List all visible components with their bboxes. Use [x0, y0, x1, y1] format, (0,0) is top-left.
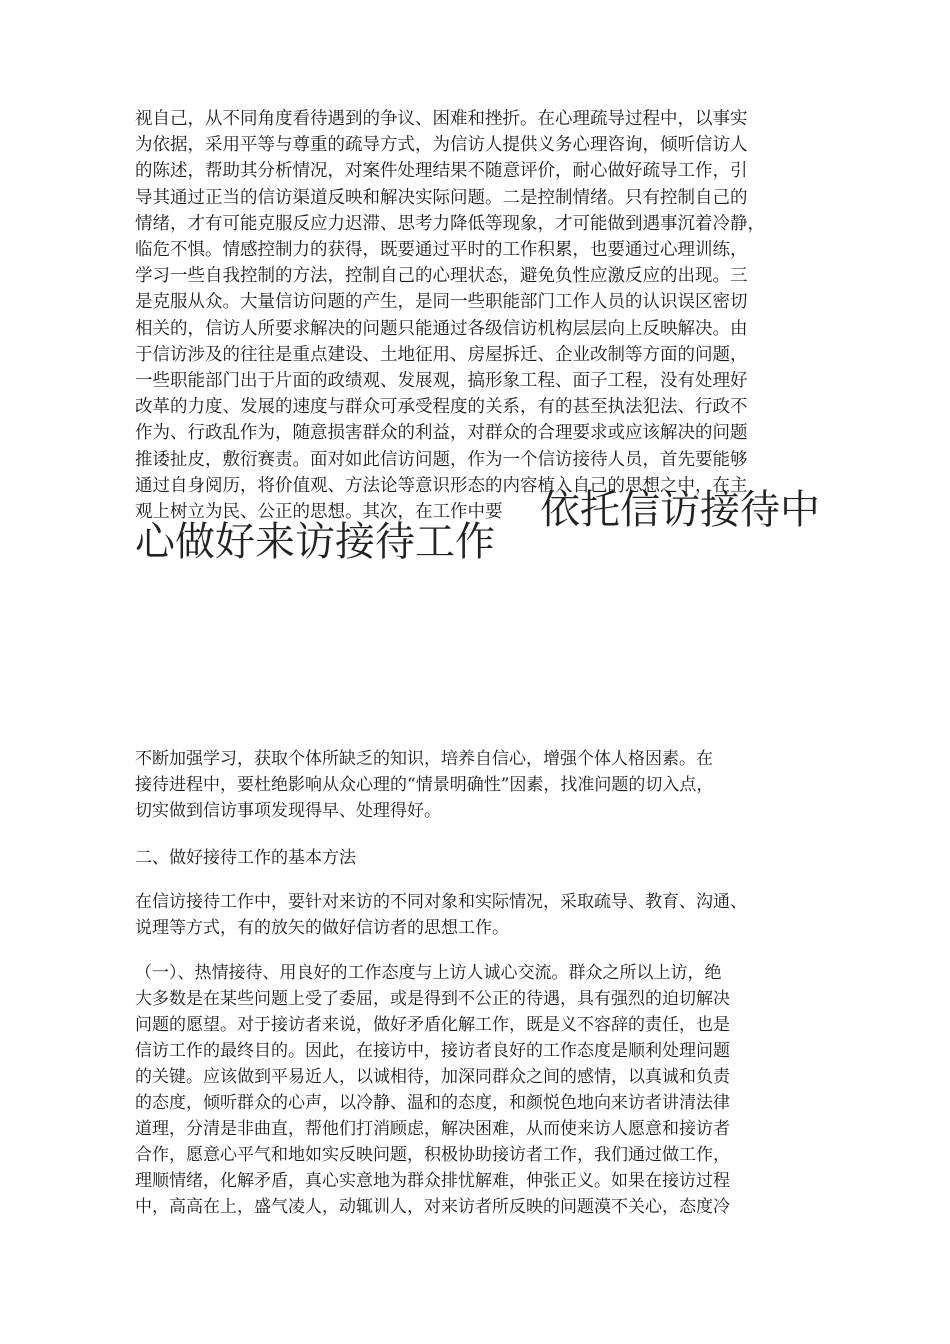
- text-line: 观上树立为民、公正的思想。其次，在工作中要: [135, 502, 503, 523]
- text-line: 在信访接待工作中，要针对来访的不同对象和实际情况，采取疏导、教育、沟通、: [135, 892, 747, 912]
- text-line: 推诿扯皮，敷衍赛责。面对如此信访问题，作为一个信访接待人员，首先要能够: [135, 449, 748, 470]
- text-line: 接待进程中，要杜绝影响从众心理的“情景明确性”因素，找准问题的切入点，: [135, 775, 714, 795]
- text-line: 改革的力度、发展的速度与群众可承受程度的关系，有的甚至执法犯法、行政不: [135, 397, 748, 418]
- text-line: 视自己，从不同角度看待遇到的争议、困难和挫折。在心理疏导过程中，以事实: [135, 109, 748, 129]
- text-line: 临危不惧。情感控制力的获得，既要通过平时的工作积累，也要通过心理训练，: [135, 240, 748, 261]
- text-line: 作为、行政乱作为，随意损害群众的利益，对群众的合理要求或应该解决的问题: [135, 423, 748, 444]
- body-paragraph-2: [135, 746, 820, 824]
- text-line: 学习一些自我控制的方法，控制自己的心理状态，避免负性应激反应的出现。三: [135, 266, 748, 287]
- text-line: 大多数是在某些问题上受了委屈，或是得到不公正的待遇，具有强烈的迫切解决: [135, 989, 730, 1009]
- text-line: 通过自身阅历，将价值观、方法论等意识形态的内容植入自己的思想之中，在主: [135, 475, 748, 496]
- text-line: 中，高高在上，盛气凌人，动辄训人，对来访者所反映的问题漠不关心，态度冷: [135, 1197, 730, 1217]
- text-line: 信访工作的最终目的。因此，在接访中，接访者良好的工作态度是顺利处理问题: [135, 1041, 730, 1061]
- body-paragraph-4: [135, 960, 820, 1220]
- document-title-part-1: 依托信访接待中: [540, 487, 820, 533]
- text-line: 的陈述，帮助其分析情况，对案件处理结果不随意评价，耐心做好疏导工作，引: [135, 161, 748, 182]
- text-line: 情绪，才有可能克服反应力迟滞、思考力降低等现象，才可能做到遇事沉着冷静，: [135, 213, 765, 234]
- text-line: 说理等方式，有的放矢的做好信访者的思想工作。: [135, 918, 509, 938]
- text-line: 理顺情绪，化解矛盾，真心实意地为群众排忧解难，伸张正义。如果在接访过程: [135, 1171, 730, 1191]
- text-line: 问题的愿望。对于接访者来说，做好矛盾化解工作，既是义不容辞的责任，也是: [135, 1015, 730, 1035]
- text-line: 切实做到信访事项发现得早、处理得好。: [135, 801, 441, 821]
- text-line: 导其通过正当的信访渠道反映和解决实际问题。二是控制情绪。只有控制自己的: [135, 187, 748, 208]
- text-line: 合作，愿意心平气和地如实反映问题，积极协助接访者工作，我们通过做工作，: [135, 1145, 730, 1165]
- text-line: 是克服从众。大量信访问题的产生，是同一些职能部门工作人员的认识误区密切: [135, 292, 748, 313]
- section-heading: 二、做好接待工作的基本方法: [135, 848, 356, 868]
- body-paragraph-3: [135, 889, 820, 941]
- text-line: 的态度，倾听群众的心声，以冷静、温和的态度，和颜悦色地向来访者讲清法律: [135, 1093, 730, 1113]
- text-line: 于信访涉及的往往是重点建设、土地征用、房屋拆迁、企业改制等方面的问题，: [135, 344, 748, 365]
- document-title-part-2: 心做好来访接待工作: [135, 519, 495, 565]
- text-line: 不断加强学习，获取个体所缺乏的知识，培养自信心，增强个体人格因素。在: [135, 749, 713, 769]
- text-line: 相关的，信访人所要求解决的问题只能通过各级信访机构层层向上反映解决。由: [135, 318, 748, 339]
- text-line: 为依据，采用平等与尊重的疏导方式，为信访人提供义务心理咨询，倾听信访人: [135, 135, 748, 156]
- text-line: 的关键。应该做到平易近人，以诚相待，加深同群众之间的感情，以真诚和负责: [135, 1067, 730, 1087]
- body-paragraph-1: [135, 106, 820, 525]
- text-line: 一些职能部门出于片面的政绩观、发展观，搞形象工程、面子工程，没有处理好: [135, 371, 748, 392]
- text-line: 道理，分清是非曲直，帮他们打消顾虑，解决困难，从而使来访人愿意和接访者: [135, 1119, 730, 1139]
- text-line: （一）、热情接待、用良好的工作态度与上访人诚心交流。群众之所以上访，绝: [135, 963, 722, 983]
